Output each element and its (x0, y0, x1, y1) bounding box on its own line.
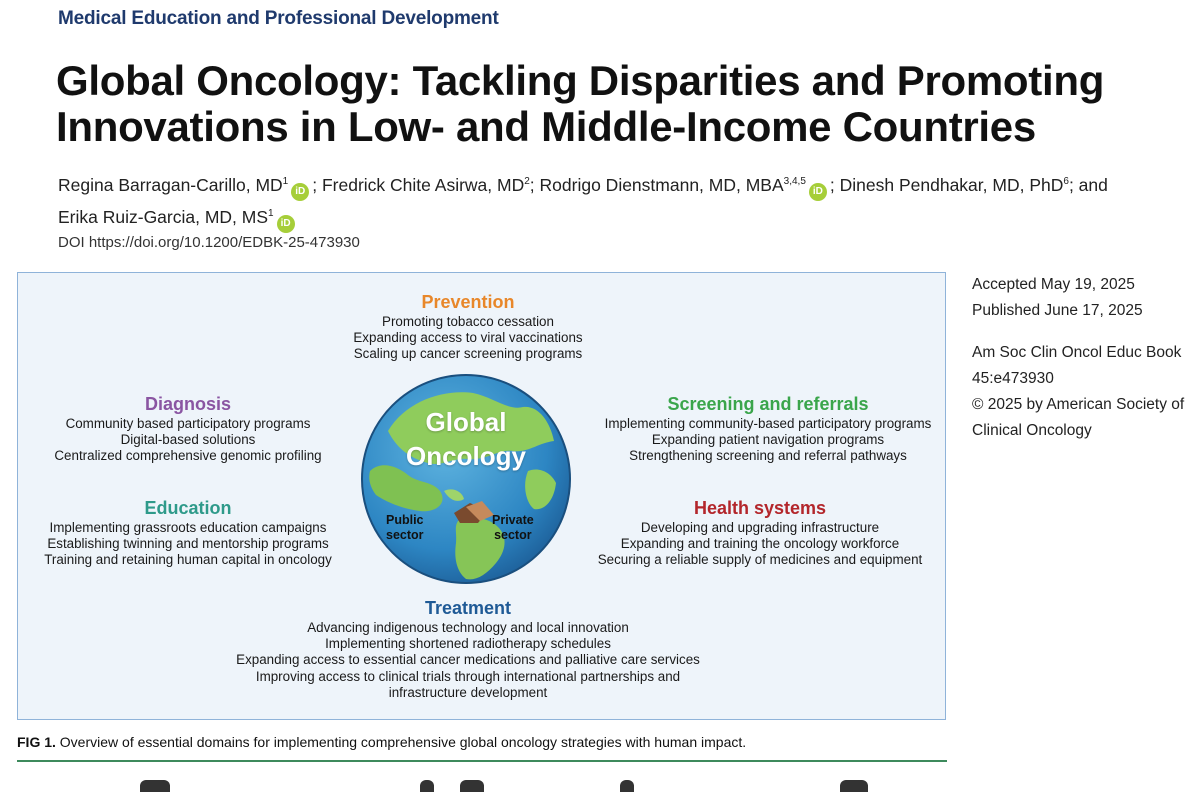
domain-item: Strengthening screening and referral pathways (629, 448, 907, 464)
domain-screening-referrals (590, 393, 946, 465)
article-title (56, 58, 1156, 150)
doi-link[interactable]: DOI https://doi.org/10.1200/EDBK-25-473930 (58, 234, 360, 251)
author-list: Regina Barragan-Carillo, $MD^1iD$ ; Fredrick Chite Asirwa, $MD^2$; Rodrigo Dienstmann, MD, MBA$^{3,4,5}$iD ; Dinesh Pendhakar, MD, PhD$^6$; and Erika Ruiz-Garcia, MD, $MS^1iD$ (58, 169, 1138, 233)
author-3[interactable]: Rodrigo Dienstmann, MD, MBA$^{3,4,5}$ (539, 174, 806, 195)
section-label: Medical Education and Professional Development (58, 8, 499, 29)
domain-item: Implementing community-based participatory programs (604, 416, 932, 431)
section-divider (17, 760, 947, 762)
domain-item: Training and retaining human capital in oncology (44, 552, 332, 568)
accepted-date: Accepted May 19, 2025 (972, 276, 1135, 293)
domain-item: Expanding and training the oncology workforce (620, 536, 900, 552)
author-5[interactable]: Erika Ruiz-Garcia, MD, $MS^1$ (58, 206, 274, 227)
published-date: Published June 17, 2025 (972, 302, 1143, 319)
domain-item: Digital-based solutions (120, 432, 256, 448)
domain-education (28, 497, 348, 569)
domain-item: infrastructure development (388, 684, 548, 700)
caption-text: Overview of essential domains for implementing comprehensive global oncology strategies with human impact. (55, 734, 747, 750)
publication-info (972, 272, 1187, 444)
title-line-1: Global Oncology: Tackling Disparities and Promoting (56, 57, 1105, 104)
domain-prevention (318, 291, 618, 363)
domain-item: Developing and upgrading infrastructure (640, 520, 880, 535)
author-4[interactable]: Dinesh Pendhakar, MD, PhD$^6$ (839, 174, 1069, 195)
title-line-2: Innovations in Low- and Middle-Income Countries (56, 103, 1036, 150)
domain-item: Expanding access to essential cancer medications and palliative care services (236, 652, 700, 668)
globe-icon (358, 371, 574, 587)
orcid-icon[interactable]: iD (277, 215, 295, 233)
domain-item: Improving access to clinical trials through international partnerships and (255, 668, 681, 684)
globe-graphic (358, 371, 574, 587)
author-2[interactable]: Fredrick Chite Asirwa, $MD^2$ (321, 174, 530, 195)
orcid-icon[interactable]: iD (809, 183, 827, 201)
figure-1 (17, 272, 946, 720)
domain-health-systems (590, 497, 930, 569)
domain-title: Prevention (421, 292, 515, 312)
public-sector-label: Public sector (386, 513, 424, 542)
figure-caption (17, 734, 746, 750)
domain-item: Advancing indigenous technology and local innovation (307, 620, 629, 635)
journal-id: 45:e473930 (972, 370, 1054, 387)
private-sector-label: Private sector (492, 513, 534, 542)
domain-title: Education (144, 498, 232, 518)
globe-title-line-1: Global (425, 407, 507, 437)
domain-item: Establishing twinning and mentorship programs (47, 536, 329, 552)
domain-title: Diagnosis (144, 394, 232, 414)
domain-item: Expanding patient navigation programs (651, 432, 885, 448)
domain-diagnosis (38, 393, 338, 465)
domain-treatment (218, 597, 718, 701)
domain-item: Securing a reliable supply of medicines and equipment (597, 552, 923, 568)
cut-off-text-row (120, 778, 900, 788)
domain-title: Health systems (693, 498, 827, 518)
domain-item: Implementing grassroots education campaigns (49, 520, 327, 535)
domain-item: Centralized comprehensive genomic profiling (54, 448, 322, 464)
domain-title: Treatment (424, 598, 512, 618)
globe-title-line-2: Oncology (406, 441, 526, 471)
journal-name: Am Soc Clin Oncol Educ Book (972, 344, 1182, 361)
domain-item: Implementing shortened radiotherapy schedules (325, 636, 611, 652)
domain-item: Community based participatory programs (65, 416, 311, 431)
orcid-icon[interactable]: iD (291, 183, 309, 201)
domain-item: Scaling up cancer screening programs (353, 346, 583, 362)
domain-item: Promoting tobacco cessation (382, 314, 554, 329)
copyright-line-1: © 2025 by American Society of (972, 396, 1185, 413)
domain-title: Screening and referrals (667, 394, 869, 414)
domain-item: Expanding access to viral vaccinations (353, 330, 583, 346)
copyright-line-2: Clinical Oncology (972, 422, 1092, 439)
author-1[interactable]: Regina Barragan-Carillo, $MD^1$ (58, 174, 289, 195)
caption-label: FIG 1. (17, 734, 56, 750)
